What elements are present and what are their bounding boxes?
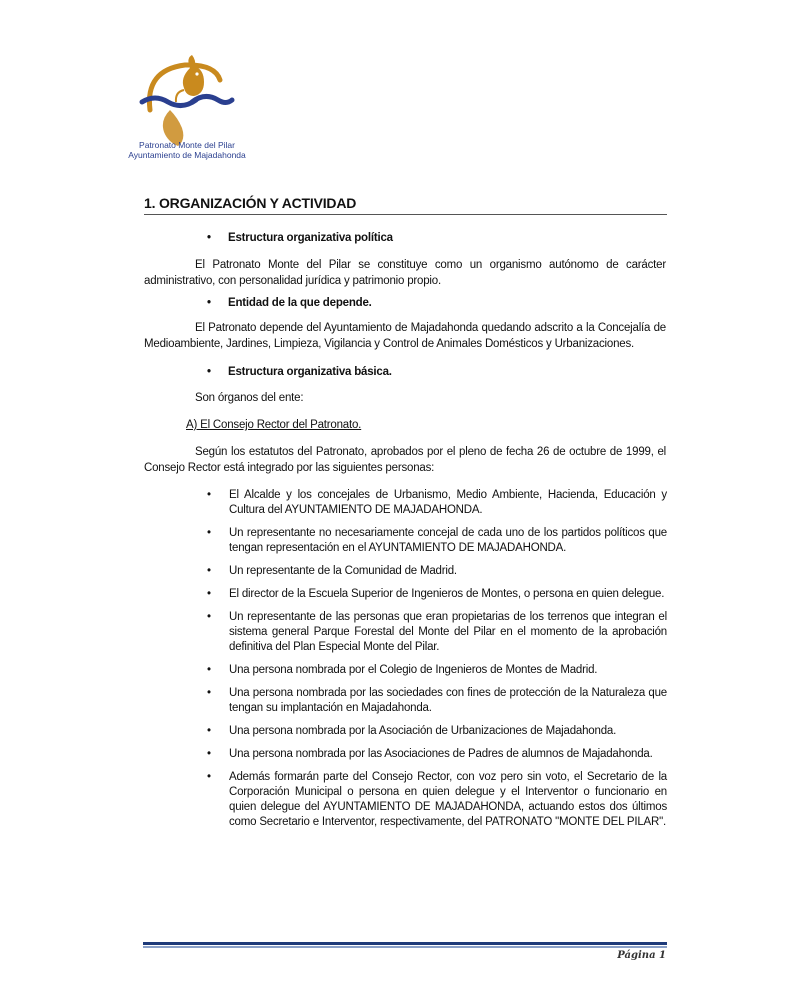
heading-text: Estructura organizativa básica. [228,366,392,378]
list-item [207,747,667,762]
heading-text: Entidad de la que depende. [228,297,372,309]
list-item [207,610,667,655]
heading-estructura-basica [207,366,392,378]
bullet: • [207,297,211,309]
logo-caption-line1: Patronato Monte del Pilar [139,140,235,150]
list-item [207,663,667,678]
bullet: • [207,725,211,737]
bullet: • [207,664,211,676]
list-item [207,488,667,518]
logo-squirrel [183,55,204,96]
list-item [207,686,667,716]
list-item-text: Un representante de las personas que eran propietarias de los terrenos que integran el sistema general Parque Forestal del Monte del Pilar en el momento de la aprobación definitiva del Plan Especial Monte del Pilar. [229,611,667,653]
bullet: • [207,748,211,760]
page-number: Página 1 [617,950,666,961]
footer-rule-light [143,946,667,948]
bullet: • [207,366,211,378]
list-item [207,564,667,579]
bullet: • [207,527,211,539]
bullet: • [207,687,211,699]
list-item-text: Un representante de la Comunidad de Madrid. [229,565,457,577]
organs-intro: Son órganos del ente: [195,392,304,404]
bullet: • [207,232,211,244]
list-item-text: Una persona nombrada por las Asociaciones de Padres de alumnos de Majadahonda. [229,748,653,760]
section-title: 1. ORGANIZACIÓN Y ACTIVIDAD [144,195,667,215]
list-item-text: Un representante no necesariamente concejal de cada uno de los partidos políticos que tengan representación en el AYUNTAMIENTO DE MAJADAHONDA. [229,527,667,554]
list-item-text: Una persona nombrada por la Asociación de Urbanizaciones de Majadahonda. [229,725,617,737]
paragraph-patronato-constitucion: El Patronato Monte del Pilar se constituye como un organismo autónomo de carácter administrativo, con personalidad jurídica y patrimonio propio. [144,259,666,287]
logo-caption-line2: Ayuntamiento de Majadahonda [128,150,246,160]
list-item-text: El director de la Escuela Superior de Ingenieros de Montes, o persona en quien delegue. [229,588,665,600]
list-item [207,770,667,830]
list-item-text: Una persona nombrada por el Colegio de Ingenieros de Montes de Madrid. [229,664,598,676]
list-item-text: El Alcalde y los concejales de Urbanismo, Medio Ambiente, Hacienda, Educación y Cultura del AYUNTAMIENTO DE MAJADAHONDA. [229,489,667,516]
paragraph-dependencia: El Patronato depende del Ayuntamiento de Majadahonda quedando adscrito a la Concejalía de Medioambiente, Jardines, Limpieza, Vigilancia y Control de Animales Domésticos y Urbanizaciones. [144,322,666,350]
bullet: • [207,611,211,623]
bullet: • [207,565,211,577]
heading-text: Estructura organizativa política [228,232,393,244]
bullet: • [207,771,211,783]
bullet: • [207,489,211,501]
logo-wave-2 [192,96,232,102]
list-item-text: Una persona nombrada por las sociedades con fines de protección de la Naturaleza que tengan su implantación en Majadahonda. [229,687,667,714]
subheading-consejo-rector: A) El Consejo Rector del Patronato. [186,419,362,431]
heading-entidad-depende [207,297,372,309]
list-item [207,526,667,556]
footer-rule-dark [143,942,667,945]
list-item [207,724,667,739]
consejo-members-list [207,488,667,838]
bullet: • [207,588,211,600]
list-item-text: Además formarán parte del Consejo Rector, con voz pero sin voto, el Secretario de la Corporación Municipal o persona en quien delegue y el Interventor o funcionario en quien delegue del AYUNTAMIENTO DE MAJADAHONDA, actuando estos dos últimos como Secretario e Interventor, respectivamente, del PATRONATO "MONTE DEL PILAR". [229,771,667,828]
list-item [207,587,667,602]
paragraph-estatutos: Según los estatutos del Patronato, aprobados por el pleno de fecha 26 de octubre de 1999, el Consejo Rector está integrado por las siguientes personas: [144,446,666,474]
heading-estructura-politica [207,232,393,244]
logo-caption [122,140,252,160]
